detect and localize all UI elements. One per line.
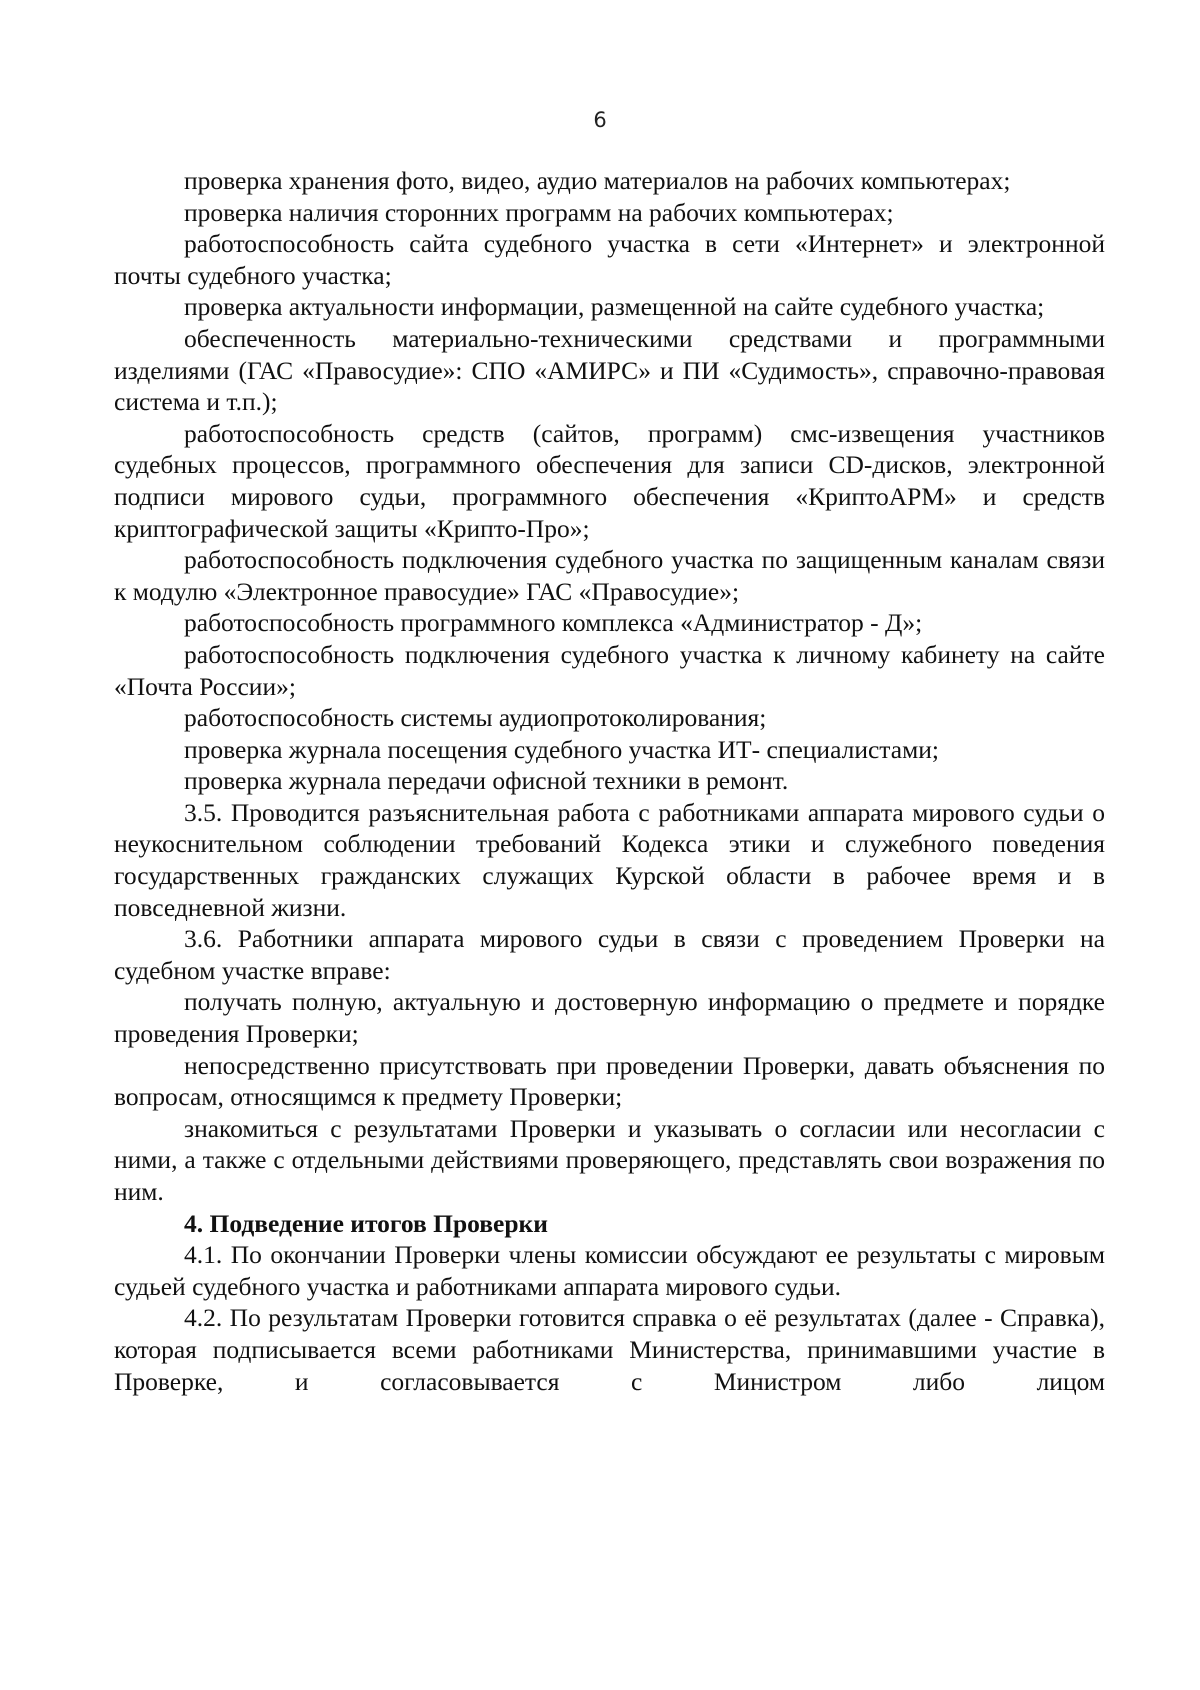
paragraph: работоспособность сайта судебного участка в сети «Интернет» и электронной почты судебного участка;	[114, 229, 1105, 290]
paragraph: знакомиться с результатами Проверки и указывать о согласии или несогласии с ними, а также с отдельными действиями проверяющего, представлять свои возражения по ним.	[114, 1113, 1105, 1206]
paragraph: 3.5. Проводится разъяснительная работа с работниками аппарата мирового судьи о неукоснительном соблюдении требований Кодекса этики и служебного поведения государственных гражданских служащих Курской области в рабочее время и в повседневной жизни.	[114, 797, 1105, 922]
paragraph: получать полную, актуальную и достоверную информацию о предмете и порядке проведения Проверки;	[114, 987, 1105, 1049]
document-body	[114, 165, 1105, 1397]
paragraph: 3.6. Работники аппарата мирового судьи в связи с проведением Проверки на судебном участке вправе:	[114, 924, 1105, 985]
paragraph: работоспособность подключения судебного участка по защищенным каналам связи к модулю «Электронное правосудие» ГАС «Правосудие»;	[114, 545, 1105, 606]
paragraph: проверка наличия сторонних программ на рабочих компьютерах;	[184, 197, 894, 227]
paragraph: проверка журнала посещения судебного участка ИТ- специалистами;	[184, 734, 939, 764]
paragraph: работоспособность подключения судебного участка к личному кабинету на сайте «Почта России»;	[114, 639, 1105, 701]
paragraph: работоспособность средств (сайтов, программ) смс-извещения участников судебных процессов, программного обеспечения для записи CD-дисков, электронной подписи мирового судьи, программного обеспечения «КриптоАРМ» и средств криптографической защиты «Крипто-Про»;	[114, 418, 1105, 543]
paragraph: работоспособность программного комплекса «Администратор - Д»;	[184, 608, 923, 638]
section-heading: 4. Подведение итогов Проверки	[184, 1208, 548, 1238]
paragraph: проверка хранения фото, видео, аудио материалов на рабочих компьютерах;	[184, 166, 1011, 195]
paragraph: 4.2. По результатам Проверки готовится справка о её результатах (далее - Справка), которая подписывается всеми работниками Министерства, принимавшими участие в Проверке, и согласовывается с Министром либо лицом	[114, 1303, 1105, 1396]
paragraph: непосредственно присутствовать при проведении Проверки, давать объяснения по вопросам, относящимся к предмету Проверки;	[114, 1050, 1105, 1112]
paragraph: обеспеченность материально-техническими средствами и программными изделиями (ГАС «Правосудие»: СПО «АМИРС» и ПИ «Судимость», справочно-правовая система и т.п.);	[114, 323, 1105, 417]
paragraph: 4.1. По окончании Проверки члены комиссии обсуждают ее результаты с мировым судьей судебного участка и работниками аппарата мирового судьи.	[114, 1240, 1105, 1301]
paragraph: работоспособность системы аудиопротоколирования;	[184, 703, 767, 733]
paragraph: проверка журнала передачи офисной техники в ремонт.	[184, 766, 789, 796]
paragraph: проверка актуальности информации, размещенной на сайте судебного участка;	[184, 292, 1045, 322]
page-number: 6	[593, 108, 607, 132]
